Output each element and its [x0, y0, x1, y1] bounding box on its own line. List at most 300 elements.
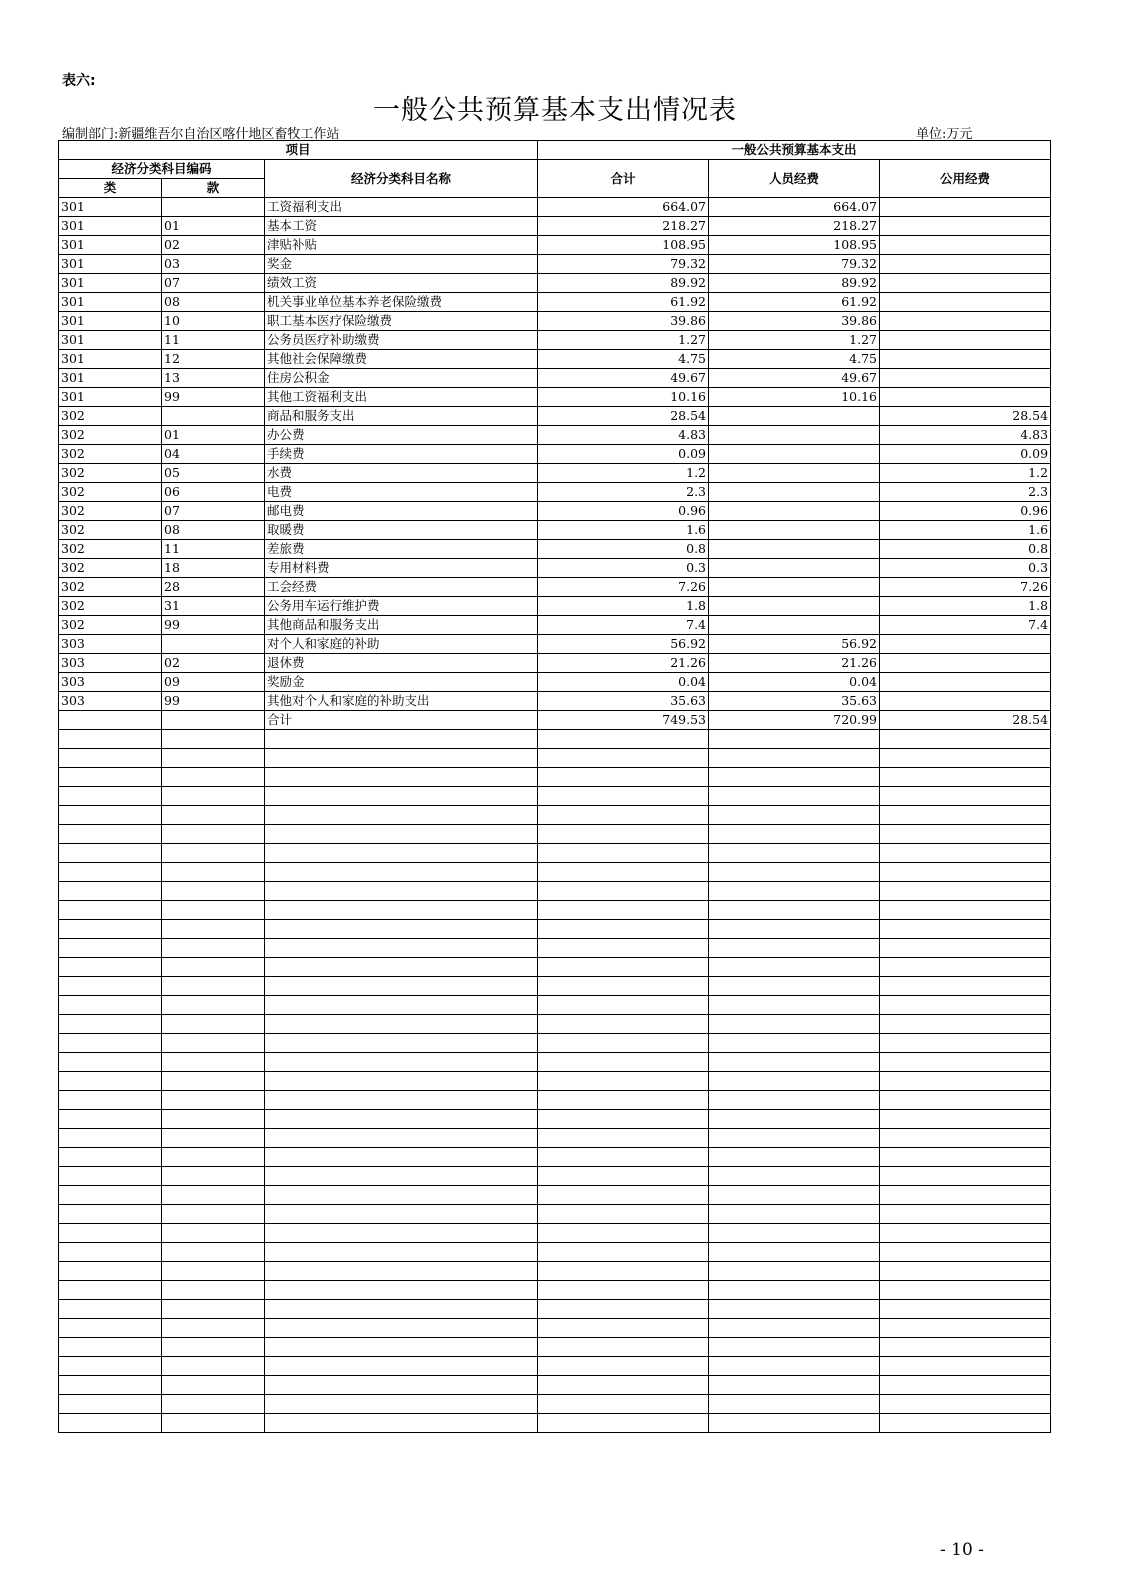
cell-public	[880, 236, 1051, 255]
cell-kuan: 04	[162, 445, 265, 464]
cell-personnel: 108.95	[709, 236, 880, 255]
empty-cell	[880, 1262, 1051, 1281]
empty-row	[59, 977, 1051, 996]
cell-cls: 301	[59, 236, 162, 255]
empty-cell	[538, 1357, 709, 1376]
cell-name: 合计	[265, 711, 538, 730]
cell-name: 电费	[265, 483, 538, 502]
cell-total: 21.26	[538, 654, 709, 673]
cell-personnel	[709, 407, 880, 426]
empty-cell	[162, 1148, 265, 1167]
empty-cell	[59, 1376, 162, 1395]
empty-row	[59, 787, 1051, 806]
empty-cell	[265, 1091, 538, 1110]
cell-cls: 302	[59, 578, 162, 597]
empty-cell	[709, 768, 880, 787]
empty-cell	[709, 1129, 880, 1148]
empty-row	[59, 1262, 1051, 1281]
empty-cell	[709, 844, 880, 863]
cell-name: 奖金	[265, 255, 538, 274]
table-row	[59, 350, 1051, 369]
empty-cell	[162, 1357, 265, 1376]
empty-cell	[59, 825, 162, 844]
empty-cell	[709, 1357, 880, 1376]
empty-cell	[880, 1357, 1051, 1376]
empty-cell	[709, 749, 880, 768]
empty-cell	[162, 1091, 265, 1110]
empty-cell	[538, 958, 709, 977]
empty-cell	[538, 1167, 709, 1186]
empty-cell	[59, 1300, 162, 1319]
empty-cell	[162, 1338, 265, 1357]
cell-total: 218.27	[538, 217, 709, 236]
empty-cell	[709, 1091, 880, 1110]
cell-public: 7.4	[880, 616, 1051, 635]
empty-cell	[59, 1053, 162, 1072]
empty-cell	[880, 939, 1051, 958]
empty-row	[59, 1129, 1051, 1148]
table-label: 表六:	[62, 73, 96, 89]
empty-cell	[265, 939, 538, 958]
cell-personnel: 39.86	[709, 312, 880, 331]
empty-cell	[709, 863, 880, 882]
empty-cell	[880, 1243, 1051, 1262]
cell-kuan: 11	[162, 540, 265, 559]
cell-public: 1.2	[880, 464, 1051, 483]
empty-cell	[59, 1281, 162, 1300]
empty-cell	[265, 1186, 538, 1205]
empty-cell	[162, 825, 265, 844]
empty-row	[59, 1224, 1051, 1243]
empty-cell	[162, 1205, 265, 1224]
empty-cell	[880, 1167, 1051, 1186]
cell-public	[880, 198, 1051, 217]
cell-public: 4.83	[880, 426, 1051, 445]
empty-cell	[709, 1167, 880, 1186]
empty-cell	[265, 1034, 538, 1053]
empty-cell	[880, 920, 1051, 939]
empty-cell	[538, 1319, 709, 1338]
empty-row	[59, 1167, 1051, 1186]
cell-cls: 302	[59, 616, 162, 635]
cell-total: 0.3	[538, 559, 709, 578]
cell-personnel	[709, 464, 880, 483]
empty-cell	[538, 1148, 709, 1167]
cell-kuan: 10	[162, 312, 265, 331]
empty-cell	[59, 1357, 162, 1376]
empty-row	[59, 958, 1051, 977]
empty-cell	[880, 730, 1051, 749]
cell-personnel: 49.67	[709, 369, 880, 388]
empty-row	[59, 1015, 1051, 1034]
table-row	[59, 635, 1051, 654]
empty-cell	[162, 1110, 265, 1129]
empty-cell	[59, 1205, 162, 1224]
cell-public	[880, 388, 1051, 407]
cell-total: 56.92	[538, 635, 709, 654]
empty-row	[59, 1376, 1051, 1395]
cell-name: 基本工资	[265, 217, 538, 236]
empty-cell	[538, 977, 709, 996]
empty-cell	[538, 806, 709, 825]
empty-cell	[880, 1148, 1051, 1167]
empty-cell	[709, 1262, 880, 1281]
empty-cell	[265, 1015, 538, 1034]
cell-cls: 302	[59, 464, 162, 483]
empty-cell	[265, 844, 538, 863]
empty-cell	[265, 1395, 538, 1414]
empty-cell	[880, 1110, 1051, 1129]
cell-public: 0.96	[880, 502, 1051, 521]
empty-cell	[265, 882, 538, 901]
header-public: 公用经费	[880, 160, 1051, 198]
cell-total: 2.3	[538, 483, 709, 502]
cell-total: 39.86	[538, 312, 709, 331]
cell-total: 1.2	[538, 464, 709, 483]
empty-cell	[59, 1110, 162, 1129]
cell-personnel	[709, 521, 880, 540]
empty-cell	[538, 768, 709, 787]
cell-kuan: 31	[162, 597, 265, 616]
empty-cell	[265, 1148, 538, 1167]
cell-total: 0.04	[538, 673, 709, 692]
empty-cell	[709, 1376, 880, 1395]
cell-public: 0.8	[880, 540, 1051, 559]
empty-row	[59, 1414, 1051, 1433]
cell-public	[880, 217, 1051, 236]
empty-cell	[709, 1015, 880, 1034]
empty-cell	[709, 920, 880, 939]
cell-total: 7.4	[538, 616, 709, 635]
cell-cls: 302	[59, 407, 162, 426]
cell-personnel: 35.63	[709, 692, 880, 711]
cell-personnel: 1.27	[709, 331, 880, 350]
cell-total: 1.6	[538, 521, 709, 540]
cell-name: 办公费	[265, 426, 538, 445]
cell-name: 机关事业单位基本养老保险缴费	[265, 293, 538, 312]
empty-cell	[880, 1015, 1051, 1034]
cell-personnel: 720.99	[709, 711, 880, 730]
cell-kuan: 07	[162, 502, 265, 521]
empty-row	[59, 996, 1051, 1015]
cell-kuan: 99	[162, 692, 265, 711]
empty-cell	[59, 901, 162, 920]
cell-cls: 302	[59, 502, 162, 521]
empty-cell	[709, 1110, 880, 1129]
empty-cell	[162, 730, 265, 749]
table-row	[59, 540, 1051, 559]
cell-cls: 301	[59, 331, 162, 350]
cell-cls: 302	[59, 597, 162, 616]
cell-kuan: 02	[162, 654, 265, 673]
cell-personnel: 0.04	[709, 673, 880, 692]
cell-personnel	[709, 559, 880, 578]
empty-cell	[265, 920, 538, 939]
empty-cell	[538, 882, 709, 901]
cell-total: 0.8	[538, 540, 709, 559]
empty-row	[59, 730, 1051, 749]
empty-cell	[265, 1357, 538, 1376]
header-budget-group: 一般公共预算基本支出	[538, 141, 1051, 160]
table-row	[59, 255, 1051, 274]
table-body	[59, 198, 1051, 1433]
empty-cell	[59, 996, 162, 1015]
empty-row	[59, 1395, 1051, 1414]
empty-cell	[162, 1072, 265, 1091]
cell-public: 28.54	[880, 407, 1051, 426]
empty-cell	[265, 806, 538, 825]
empty-cell	[880, 1205, 1051, 1224]
empty-cell	[538, 825, 709, 844]
empty-cell	[59, 1015, 162, 1034]
cell-personnel	[709, 578, 880, 597]
cell-public	[880, 654, 1051, 673]
cell-kuan	[162, 407, 265, 426]
empty-cell	[709, 1243, 880, 1262]
empty-cell	[880, 996, 1051, 1015]
cell-cls: 301	[59, 274, 162, 293]
empty-cell	[265, 1319, 538, 1338]
empty-cell	[538, 863, 709, 882]
table-row	[59, 464, 1051, 483]
empty-cell	[538, 939, 709, 958]
cell-cls: 302	[59, 483, 162, 502]
empty-cell	[709, 1072, 880, 1091]
empty-cell	[880, 844, 1051, 863]
header-kuan: 款	[162, 179, 265, 198]
empty-cell	[709, 1414, 880, 1433]
table-row	[59, 388, 1051, 407]
empty-cell	[709, 1224, 880, 1243]
cell-kuan: 06	[162, 483, 265, 502]
table-row	[59, 673, 1051, 692]
cell-kuan	[162, 635, 265, 654]
empty-cell	[59, 1034, 162, 1053]
cell-public: 28.54	[880, 711, 1051, 730]
cell-cls: 301	[59, 369, 162, 388]
empty-cell	[709, 901, 880, 920]
empty-cell	[709, 939, 880, 958]
empty-cell	[709, 1186, 880, 1205]
cell-total: 7.26	[538, 578, 709, 597]
empty-cell	[265, 1281, 538, 1300]
empty-row	[59, 1357, 1051, 1376]
page-number: - 10 -	[940, 1540, 984, 1560]
cell-cls: 301	[59, 312, 162, 331]
empty-cell	[162, 844, 265, 863]
cell-kuan: 05	[162, 464, 265, 483]
empty-cell	[59, 977, 162, 996]
empty-cell	[265, 787, 538, 806]
cell-kuan: 13	[162, 369, 265, 388]
cell-personnel: 89.92	[709, 274, 880, 293]
table-row	[59, 217, 1051, 236]
empty-cell	[709, 1281, 880, 1300]
empty-cell	[880, 977, 1051, 996]
empty-cell	[538, 1376, 709, 1395]
cell-kuan: 09	[162, 673, 265, 692]
empty-cell	[265, 863, 538, 882]
cell-kuan: 28	[162, 578, 265, 597]
empty-cell	[265, 1110, 538, 1129]
empty-cell	[162, 1319, 265, 1338]
empty-cell	[265, 1300, 538, 1319]
empty-cell	[59, 1129, 162, 1148]
cell-total: 664.07	[538, 198, 709, 217]
empty-row	[59, 768, 1051, 787]
header-project: 项目	[59, 141, 538, 160]
cell-name: 其他工资福利支出	[265, 388, 538, 407]
empty-cell	[880, 1186, 1051, 1205]
empty-cell	[538, 1414, 709, 1433]
cell-name: 商品和服务支出	[265, 407, 538, 426]
empty-cell	[265, 1262, 538, 1281]
empty-cell	[538, 1224, 709, 1243]
cell-personnel	[709, 597, 880, 616]
cell-name: 差旅费	[265, 540, 538, 559]
cell-cls: 303	[59, 673, 162, 692]
empty-cell	[162, 749, 265, 768]
empty-row	[59, 920, 1051, 939]
empty-cell	[265, 1376, 538, 1395]
empty-cell	[709, 882, 880, 901]
cell-name: 水费	[265, 464, 538, 483]
cell-kuan: 99	[162, 616, 265, 635]
cell-personnel	[709, 483, 880, 502]
empty-cell	[162, 920, 265, 939]
cell-kuan: 12	[162, 350, 265, 369]
empty-cell	[709, 730, 880, 749]
empty-row	[59, 844, 1051, 863]
empty-cell	[709, 1034, 880, 1053]
cell-kuan: 11	[162, 331, 265, 350]
empty-cell	[880, 1034, 1051, 1053]
cell-public	[880, 293, 1051, 312]
empty-cell	[880, 901, 1051, 920]
empty-cell	[162, 1243, 265, 1262]
cell-personnel	[709, 426, 880, 445]
empty-row	[59, 1338, 1051, 1357]
empty-cell	[709, 806, 880, 825]
table-row	[59, 236, 1051, 255]
cell-personnel: 79.32	[709, 255, 880, 274]
empty-cell	[59, 844, 162, 863]
cell-total: 4.83	[538, 426, 709, 445]
empty-row	[59, 1186, 1051, 1205]
empty-cell	[59, 806, 162, 825]
empty-row	[59, 825, 1051, 844]
empty-cell	[265, 1414, 538, 1433]
empty-cell	[162, 1053, 265, 1072]
cell-public: 1.8	[880, 597, 1051, 616]
cell-kuan: 18	[162, 559, 265, 578]
empty-cell	[538, 1338, 709, 1357]
empty-cell	[265, 1205, 538, 1224]
empty-cell	[162, 1414, 265, 1433]
empty-cell	[538, 1091, 709, 1110]
empty-cell	[59, 1186, 162, 1205]
cell-public: 7.26	[880, 578, 1051, 597]
table-row	[59, 407, 1051, 426]
table-row	[59, 521, 1051, 540]
cell-total: 0.09	[538, 445, 709, 464]
cell-name: 工资福利支出	[265, 198, 538, 217]
empty-cell	[162, 901, 265, 920]
cell-cls: 301	[59, 388, 162, 407]
empty-cell	[880, 1376, 1051, 1395]
empty-cell	[265, 730, 538, 749]
empty-cell	[538, 1110, 709, 1129]
empty-cell	[265, 768, 538, 787]
cell-kuan: 01	[162, 217, 265, 236]
empty-cell	[880, 1319, 1051, 1338]
empty-cell	[538, 787, 709, 806]
cell-name: 奖励金	[265, 673, 538, 692]
empty-cell	[59, 1262, 162, 1281]
empty-cell	[265, 1224, 538, 1243]
page-title: 一般公共预算基本支出情况表	[373, 95, 737, 126]
cell-public	[880, 274, 1051, 293]
cell-cls: 302	[59, 540, 162, 559]
empty-cell	[538, 730, 709, 749]
cell-name: 手续费	[265, 445, 538, 464]
table-row	[59, 597, 1051, 616]
empty-cell	[538, 920, 709, 939]
empty-cell	[162, 1395, 265, 1414]
empty-cell	[265, 1338, 538, 1357]
cell-cls: 303	[59, 692, 162, 711]
cell-personnel: 664.07	[709, 198, 880, 217]
empty-cell	[162, 958, 265, 977]
empty-cell	[162, 882, 265, 901]
empty-cell	[538, 749, 709, 768]
table-row	[59, 559, 1051, 578]
cell-total: 0.96	[538, 502, 709, 521]
table-row	[59, 654, 1051, 673]
empty-cell	[59, 1091, 162, 1110]
empty-cell	[880, 1072, 1051, 1091]
empty-row	[59, 1319, 1051, 1338]
empty-cell	[162, 787, 265, 806]
empty-cell	[880, 1338, 1051, 1357]
empty-cell	[709, 1300, 880, 1319]
empty-row	[59, 1110, 1051, 1129]
empty-row	[59, 1034, 1051, 1053]
table-row	[59, 692, 1051, 711]
cell-public: 0.3	[880, 559, 1051, 578]
cell-personnel: 21.26	[709, 654, 880, 673]
header-name: 经济分类科目名称	[265, 160, 538, 198]
cell-kuan: 08	[162, 293, 265, 312]
empty-row	[59, 1205, 1051, 1224]
empty-cell	[709, 996, 880, 1015]
cell-cls: 303	[59, 635, 162, 654]
cell-name: 住房公积金	[265, 369, 538, 388]
cell-kuan: 01	[162, 426, 265, 445]
empty-cell	[162, 996, 265, 1015]
cell-name: 邮电费	[265, 502, 538, 521]
empty-cell	[265, 1243, 538, 1262]
cell-kuan	[162, 198, 265, 217]
empty-cell	[162, 1224, 265, 1243]
cell-name: 绩效工资	[265, 274, 538, 293]
empty-row	[59, 1148, 1051, 1167]
empty-cell	[880, 1091, 1051, 1110]
empty-cell	[59, 882, 162, 901]
cell-personnel: 10.16	[709, 388, 880, 407]
table-row	[59, 711, 1051, 730]
empty-cell	[538, 1205, 709, 1224]
